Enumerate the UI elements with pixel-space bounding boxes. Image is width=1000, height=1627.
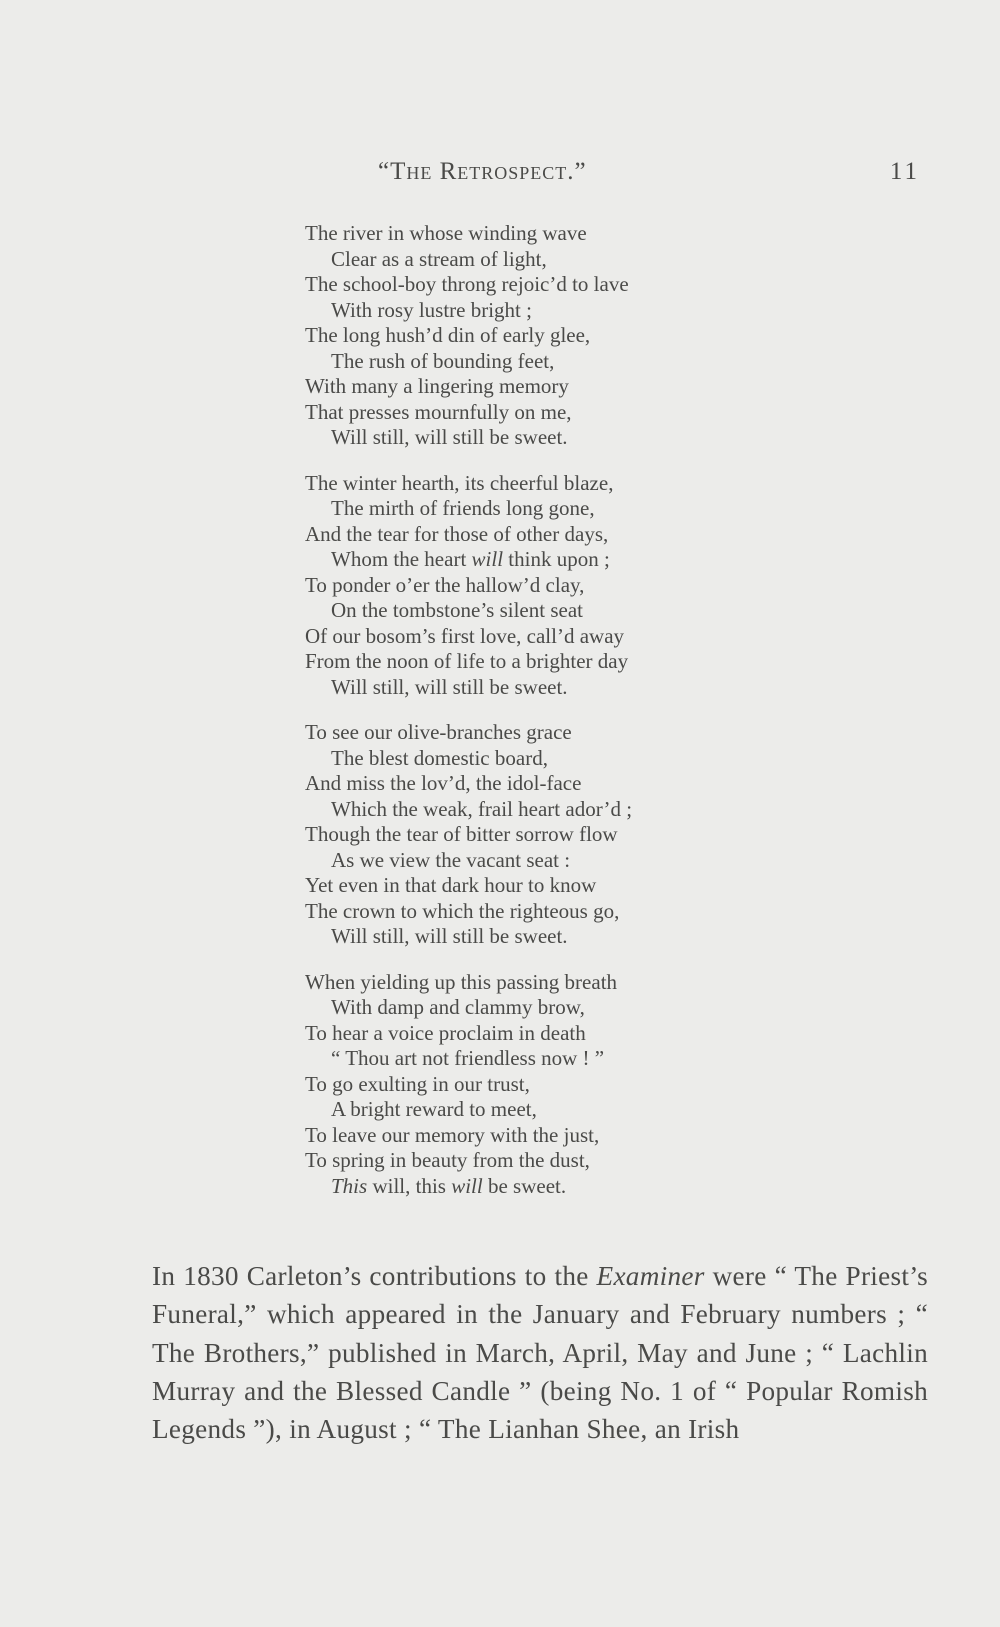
poem-line: When yielding up this passing breath [305, 969, 618, 994]
poem-line: The rush of bounding feet, [331, 348, 555, 373]
poem-stanza [305, 970, 765, 1200]
poem-line: “ Thou art not friendless now ! ” [331, 1046, 605, 1070]
poem-line: With damp and clammy brow, [331, 995, 585, 1019]
poem-line: As we view the vacant seat : [331, 847, 571, 872]
poem-line: A bright reward to meet, [331, 1097, 537, 1121]
page-number: 11 [889, 158, 920, 185]
running-head [150, 158, 920, 194]
poem-line: To hear a voice proclaim in death [305, 1020, 586, 1045]
poem-line: The blest domestic board, [331, 745, 548, 770]
poem-line: To go exulting in our trust, [305, 1071, 530, 1096]
poem-stanza [305, 221, 765, 451]
poem-stanza [305, 471, 765, 701]
poem-line: With many a lingering memory [305, 374, 569, 398]
poem-line: Which the weak, frail heart ador’d ; [331, 796, 633, 821]
poem-line: Yet even in that dark hour to know [305, 873, 597, 897]
poem-line: The crown to which the righteous go, [305, 898, 620, 923]
poem-line: With rosy lustre bright ; [331, 297, 532, 322]
poem-line: Though the tear of bitter sorrow flow [305, 822, 618, 846]
running-title: “The Retrospect.” [378, 158, 587, 185]
poem-line: Whom the heart will think upon ; [331, 547, 610, 571]
poem-line: To ponder o’er the hallow’d clay, [305, 572, 585, 597]
poem-line: And the tear for those of other days, [305, 521, 609, 546]
body-paragraph: In 1830 Carleton’s contributions to the Examiner were “ The Priest’s Funeral,” which appeared in the January and February numbers ; “ The Brothers,” published in March, April, May and June ; “ Lachlin Murray and the Blessed Candle ” (being No. 1 of “ Popular Romish Legends ”), in August ; “ The Lianhan Shee, an Irish [152, 1261, 928, 1444]
poem-stanza [305, 720, 765, 950]
poem-line: Will still, will still be sweet. [331, 924, 568, 948]
poem-line: And miss the lov’d, the idol-face [305, 771, 582, 795]
poem-line: On the tombstone’s silent seat [331, 598, 583, 622]
poem-line: The school-boy throng rejoic’d to lave [305, 272, 629, 296]
poem-line: That presses mournfully on me, [305, 399, 572, 424]
poem-line: This will, this will be sweet. [331, 1173, 567, 1198]
poem-line: The winter hearth, its cheerful blaze, [305, 470, 614, 495]
poem-line: From the noon of life to a brighter day [305, 649, 629, 673]
poem-line: To leave our memory with the just, [305, 1122, 600, 1147]
poem-line: Will still, will still be sweet. [331, 425, 568, 449]
poem-line: Of our bosom’s first love, call’d away [305, 623, 625, 648]
poem-line: The long hush’d din of early glee, [305, 323, 591, 347]
poem-line: The river in whose winding wave [305, 221, 587, 245]
poem-line: To see our olive-branches grace [305, 720, 572, 744]
poem [305, 221, 765, 1219]
poem-line: The mirth of friends long gone, [331, 496, 595, 520]
poem-line: Clear as a stream of light, [331, 246, 547, 271]
poem-line: Will still, will still be sweet. [331, 674, 568, 699]
poem-line: To spring in beauty from the dust, [305, 1148, 590, 1172]
